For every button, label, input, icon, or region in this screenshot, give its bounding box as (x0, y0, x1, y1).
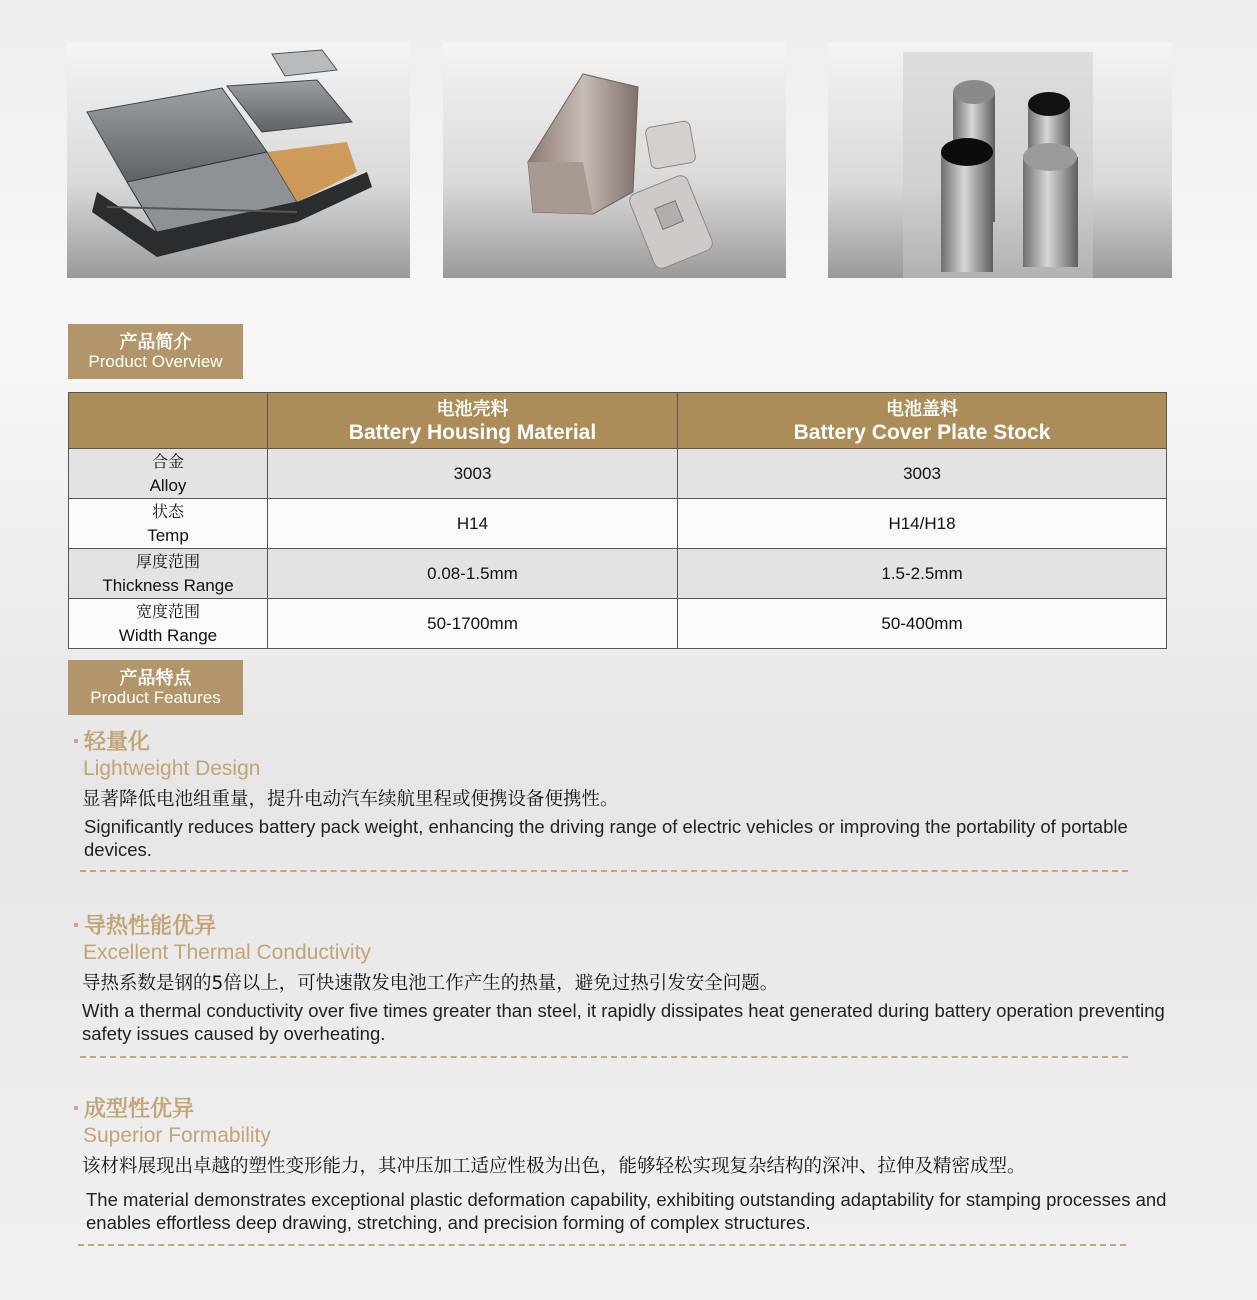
feature-title-en: Excellent Thermal Conductivity (83, 941, 371, 964)
bullet-icon (74, 1106, 78, 1110)
row-label (69, 549, 268, 599)
feature-title-zh: 导热性能优异 (84, 914, 217, 939)
bullet-icon (74, 739, 78, 743)
feature-desc-zh: 导热系数是钢的5倍以上，可快速散发电池工作产生的热量，避免过热引发安全问题。 (82, 973, 779, 994)
dashed-divider (78, 1244, 1126, 1246)
header-col2-zh: 电池盖料 (886, 398, 958, 419)
feature-title-en: Lightweight Design (83, 757, 261, 780)
table-row (69, 499, 1167, 549)
feature-title-zh: 轻量化 (84, 730, 151, 755)
features-tag-zh: 产品特点 (119, 667, 192, 689)
row-label-zh: 厚度范围 (135, 553, 200, 571)
feature-desc-en: Significantly reduces battery pack weight, enhancing the driving range of electric vehicles or improving the portability of portable devices. (84, 816, 1128, 860)
table-header-row (69, 393, 1167, 449)
feature-desc-zh: 该材料展现出卓越的塑性变形能力，其冲压加工适应性极为出色，能够轻松实现复杂结构的深冲、拉伸及精密成型。 (82, 1156, 1026, 1177)
row-label-en: Width Range (118, 625, 218, 645)
row-label (69, 599, 268, 649)
feature-desc-en: The material demonstrates exceptional plastic deformation capability, exhibiting outstanding adaptability for stamping processes and enables effortless deep drawing, stretching, and precision forming of complex structures. (86, 1189, 1167, 1233)
table-cell: 3003 (678, 449, 1167, 499)
table-cell: H14 (268, 499, 678, 549)
table-row (69, 549, 1167, 599)
row-label (69, 449, 268, 499)
product-overview-tag (68, 324, 243, 379)
dashed-divider (80, 1056, 1128, 1058)
header-housing-material (268, 393, 678, 449)
feature-title-en: Superior Formability (83, 1124, 271, 1147)
header-col2-en: Battery Cover Plate Stock (793, 420, 1051, 444)
row-label (69, 499, 268, 549)
table-cell: 1.5-2.5mm (678, 549, 1167, 599)
spec-table (68, 392, 1167, 649)
header-cover-plate-stock (678, 393, 1167, 449)
dashed-divider (80, 870, 1128, 872)
row-label-zh: 状态 (151, 503, 184, 521)
table-cell: 3003 (268, 449, 678, 499)
row-label-en: Alloy (149, 475, 187, 495)
row-label-en: Thickness Range (102, 575, 234, 595)
feature-desc-zh: 显著降低电池组重量，提升电动汽车续航里程或便携设备便携性。 (82, 789, 619, 810)
cylindrical-cells-image (828, 42, 1172, 278)
header-col1-en: Battery Housing Material (348, 420, 597, 444)
feature-desc-en: With a thermal conductivity over five times greater than steel, it rapidly dissipates heat generated during battery operation preventing safety issues caused by overheating. (82, 1000, 1165, 1044)
table-row (69, 599, 1167, 649)
row-label-zh: 宽度范围 (135, 603, 200, 621)
header-empty-cell (69, 393, 268, 449)
features-tag-en: Product Features (90, 687, 221, 707)
table-cell: 50-400mm (678, 599, 1167, 649)
battery-pack-image (67, 42, 410, 278)
table-cell: 50-1700mm (268, 599, 678, 649)
row-label-en: Temp (147, 525, 189, 545)
table-cell: H14/H18 (678, 499, 1167, 549)
overview-tag-en: Product Overview (88, 351, 223, 371)
feature-title-zh: 成型性优异 (84, 1097, 195, 1122)
row-label-zh: 合金 (151, 453, 184, 471)
battery-pack-exploded-icon (67, 42, 410, 278)
table-cell: 0.08-1.5mm (268, 549, 678, 599)
bullet-icon (74, 923, 78, 927)
battery-housing-shell-icon (443, 42, 786, 278)
header-col1-zh: 电池壳料 (436, 398, 509, 419)
battery-housing-image (443, 42, 786, 278)
overview-tag-zh: 产品简介 (119, 331, 192, 353)
product-features-tag (68, 660, 243, 715)
cylindrical-cells-icon (828, 42, 1172, 278)
table-row (69, 449, 1167, 499)
